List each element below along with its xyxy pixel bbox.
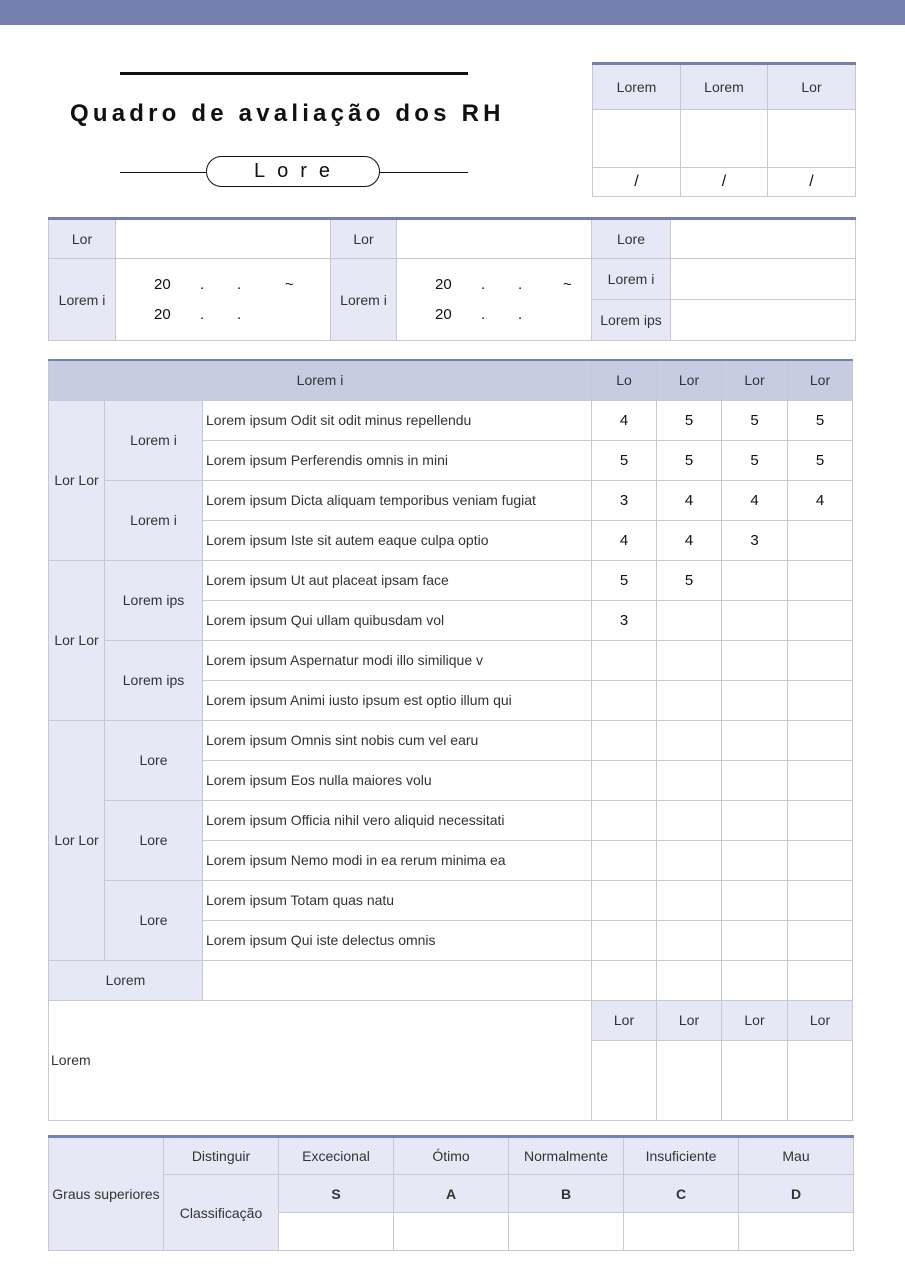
info-value[interactable] [671,219,856,259]
score-cell[interactable] [722,600,788,640]
grade-entry-cell[interactable] [279,1213,394,1251]
signer-header: Lor [592,1000,657,1040]
score-cell[interactable]: 3 [722,520,788,560]
score-cell[interactable]: 5 [592,440,657,480]
group-label: Lor Lor [49,720,105,960]
grade-name: Mau [739,1137,854,1175]
score-cell[interactable] [657,640,722,680]
score-cell[interactable] [657,840,722,880]
signer-cell[interactable] [657,1040,722,1120]
subtitle-rule-right [378,172,468,173]
score-cell[interactable] [592,880,657,920]
score-cell[interactable]: 3 [592,480,657,520]
score-cell[interactable]: 3 [592,600,657,640]
criterion-text: Lorem ipsum Qui iste delectus omnis [203,920,592,960]
score-cell[interactable]: 5 [788,440,853,480]
score-cell[interactable] [657,800,722,840]
score-cell[interactable] [592,840,657,880]
period-year: 20 [435,305,452,323]
score-cell[interactable]: 4 [592,400,657,440]
total-label: Lorem [49,960,203,1000]
grade-letter: B [509,1175,624,1213]
period-dot: . [518,305,523,323]
approval-header: Lor [768,64,856,110]
score-cell[interactable] [592,920,657,960]
scorer-header: Lo [592,360,657,400]
subgroup-label: Lorem ips [105,640,203,720]
score-cell[interactable] [657,760,722,800]
grade-letter: S [279,1175,394,1213]
score-cell[interactable] [592,800,657,840]
info-label: Lore [592,219,671,259]
score-cell[interactable] [788,640,853,680]
score-cell[interactable] [788,520,853,560]
subgroup-label: Lorem ips [105,560,203,640]
signer-header: Lor [788,1000,853,1040]
score-cell[interactable] [722,720,788,760]
signer-cell[interactable] [722,1040,788,1120]
info-value[interactable] [116,219,331,259]
score-cell[interactable]: 5 [657,560,722,600]
subgroup-label: Lore [105,800,203,880]
top-accent-bar [0,0,905,25]
score-cell[interactable] [657,880,722,920]
period-label: Lorem i [49,259,116,341]
score-cell[interactable]: 5 [592,560,657,600]
criterion-text: Lorem ipsum Dicta aliquam temporibus veniam fugiat [203,480,592,520]
total-score-cell[interactable] [788,960,853,1000]
period-dot: . [200,275,205,293]
period-tilde: ~ [285,275,294,293]
score-cell[interactable]: 5 [788,400,853,440]
signature-cell[interactable] [681,110,768,168]
table-row [49,880,853,920]
period-dot: . [481,305,486,323]
page-title: Quadro de avaliação dos RH [70,100,505,127]
approval-table [592,62,856,197]
subgroup-label: Lore [105,720,203,800]
subgroup-label: Lorem i [105,480,203,560]
grades-row-label: Classificação [164,1175,279,1251]
score-cell[interactable] [788,560,853,600]
score-cell[interactable] [592,720,657,760]
score-cell[interactable] [657,680,722,720]
table-row [49,400,853,440]
subtitle-pill: Lore [206,156,380,187]
subgroup-label: Lorem i [105,400,203,480]
signature-cell[interactable] [768,110,856,168]
score-cell[interactable] [657,600,722,640]
period-year: 20 [435,275,452,293]
score-cell[interactable] [788,720,853,760]
table-row [49,640,853,680]
score-cell[interactable]: 4 [788,480,853,520]
subgroup-label: Lore [105,880,203,960]
title-rule [120,72,468,75]
period-label: Lorem i [331,259,397,341]
score-cell[interactable] [722,840,788,880]
criterion-text: Lorem ipsum Qui ullam quibusdam vol [203,600,592,640]
score-cell[interactable] [592,680,657,720]
criterion-text: Lorem ipsum Odit sit odit minus repellendu [203,400,592,440]
total-score-cell[interactable] [657,960,722,1000]
period-dot: . [518,275,523,293]
score-cell[interactable] [592,760,657,800]
criterion-text: Lorem ipsum Ut aut placeat ipsam face [203,560,592,600]
approval-date[interactable]: / [593,168,681,197]
period-year: 20 [154,275,171,293]
scorer-header: Lor [788,360,853,400]
grade-name: Insuficiente [624,1137,739,1175]
score-cell[interactable] [788,760,853,800]
score-cell[interactable] [722,680,788,720]
info-table [48,217,856,341]
table-row [49,480,853,520]
period-tilde: ~ [563,275,572,293]
subtitle-rule-left [120,172,210,173]
criterion-text: Lorem ipsum Nemo modi in ea rerum minima ea [203,840,592,880]
scorer-header: Lor [722,360,788,400]
signature-cell[interactable] [593,110,681,168]
grade-name: Ótimo [394,1137,509,1175]
score-cell[interactable] [722,800,788,840]
approval-date[interactable]: / [768,168,856,197]
grade-entry-cell[interactable] [394,1213,509,1251]
signer-cell[interactable] [592,1040,657,1120]
score-cell[interactable] [788,800,853,840]
grade-legend-table [48,1135,854,1251]
criteria-header: Lorem i [49,360,592,400]
table-row [49,560,853,600]
group-label: Lor Lor [49,560,105,720]
criterion-text: Lorem ipsum Totam quas natu [203,880,592,920]
score-cell[interactable] [788,920,853,960]
total-score-cell[interactable] [592,960,657,1000]
score-cell[interactable]: 5 [722,400,788,440]
criterion-text: Lorem ipsum Animi iusto ipsum est optio illum qui [203,680,592,720]
comment-label[interactable]: Lorem [49,1000,592,1120]
info-label: Lor [331,219,397,259]
criterion-text: Lorem ipsum Iste sit autem eaque culpa optio [203,520,592,560]
score-cell[interactable] [657,920,722,960]
score-cell[interactable] [722,920,788,960]
grade-name: Normalmente [509,1137,624,1175]
score-cell[interactable]: 4 [592,520,657,560]
period-dot: . [200,305,205,323]
grades-row-label: Distinguir [164,1137,279,1175]
criterion-text: Lorem ipsum Eos nulla maiores volu [203,760,592,800]
criterion-text: Lorem ipsum Officia nihil vero aliquid necessitati [203,800,592,840]
score-cell[interactable] [788,840,853,880]
info-value[interactable] [671,259,856,300]
table-row [49,800,853,840]
score-cell[interactable]: 4 [722,480,788,520]
total-score-cell[interactable] [722,960,788,1000]
period-dot: . [237,275,242,293]
score-cell[interactable] [722,760,788,800]
scorer-header: Lor [657,360,722,400]
score-cell[interactable]: 5 [657,440,722,480]
score-cell[interactable] [722,640,788,680]
info-value[interactable] [397,219,592,259]
period-year: 20 [154,305,171,323]
grade-letter: C [624,1175,739,1213]
approval-header: Lorem [593,64,681,110]
info-value[interactable] [671,300,856,341]
info-label: Lor [49,219,116,259]
criterion-text: Lorem ipsum Omnis sint nobis cum vel earu [203,720,592,760]
approval-date[interactable]: / [681,168,768,197]
grade-entry-cell[interactable] [739,1213,854,1251]
score-cell[interactable] [657,720,722,760]
score-cell[interactable] [722,560,788,600]
signer-header: Lor [657,1000,722,1040]
signer-cell[interactable] [788,1040,853,1120]
score-cell[interactable] [592,640,657,680]
group-label: Lor Lor [49,400,105,560]
score-cell[interactable] [788,680,853,720]
score-cell[interactable]: 4 [657,520,722,560]
criterion-text: Lorem ipsum Aspernatur modi illo similique v [203,640,592,680]
score-cell[interactable]: 5 [657,400,722,440]
table-row [49,720,853,760]
score-cell[interactable] [788,880,853,920]
score-cell[interactable] [722,880,788,920]
period-dot: . [237,305,242,323]
grades-title: Graus superiores [49,1137,164,1251]
criterion-text: Lorem ipsum Perferendis omnis in mini [203,440,592,480]
approval-header: Lorem [681,64,768,110]
grade-name: Excecional [279,1137,394,1175]
period-dot: . [481,275,486,293]
total-value[interactable] [203,960,592,1000]
signer-header: Lor [722,1000,788,1040]
score-cell[interactable]: 5 [722,440,788,480]
info-label: Lorem i [592,259,671,300]
period-field[interactable] [397,259,592,341]
info-label: Lorem ips [592,300,671,341]
grade-entry-cell[interactable] [509,1213,624,1251]
grade-letter: D [739,1175,854,1213]
score-cell[interactable]: 4 [657,480,722,520]
evaluation-table [48,359,853,1121]
grade-letter: A [394,1175,509,1213]
score-cell[interactable] [788,600,853,640]
grade-entry-cell[interactable] [624,1213,739,1251]
period-field[interactable] [116,259,331,341]
